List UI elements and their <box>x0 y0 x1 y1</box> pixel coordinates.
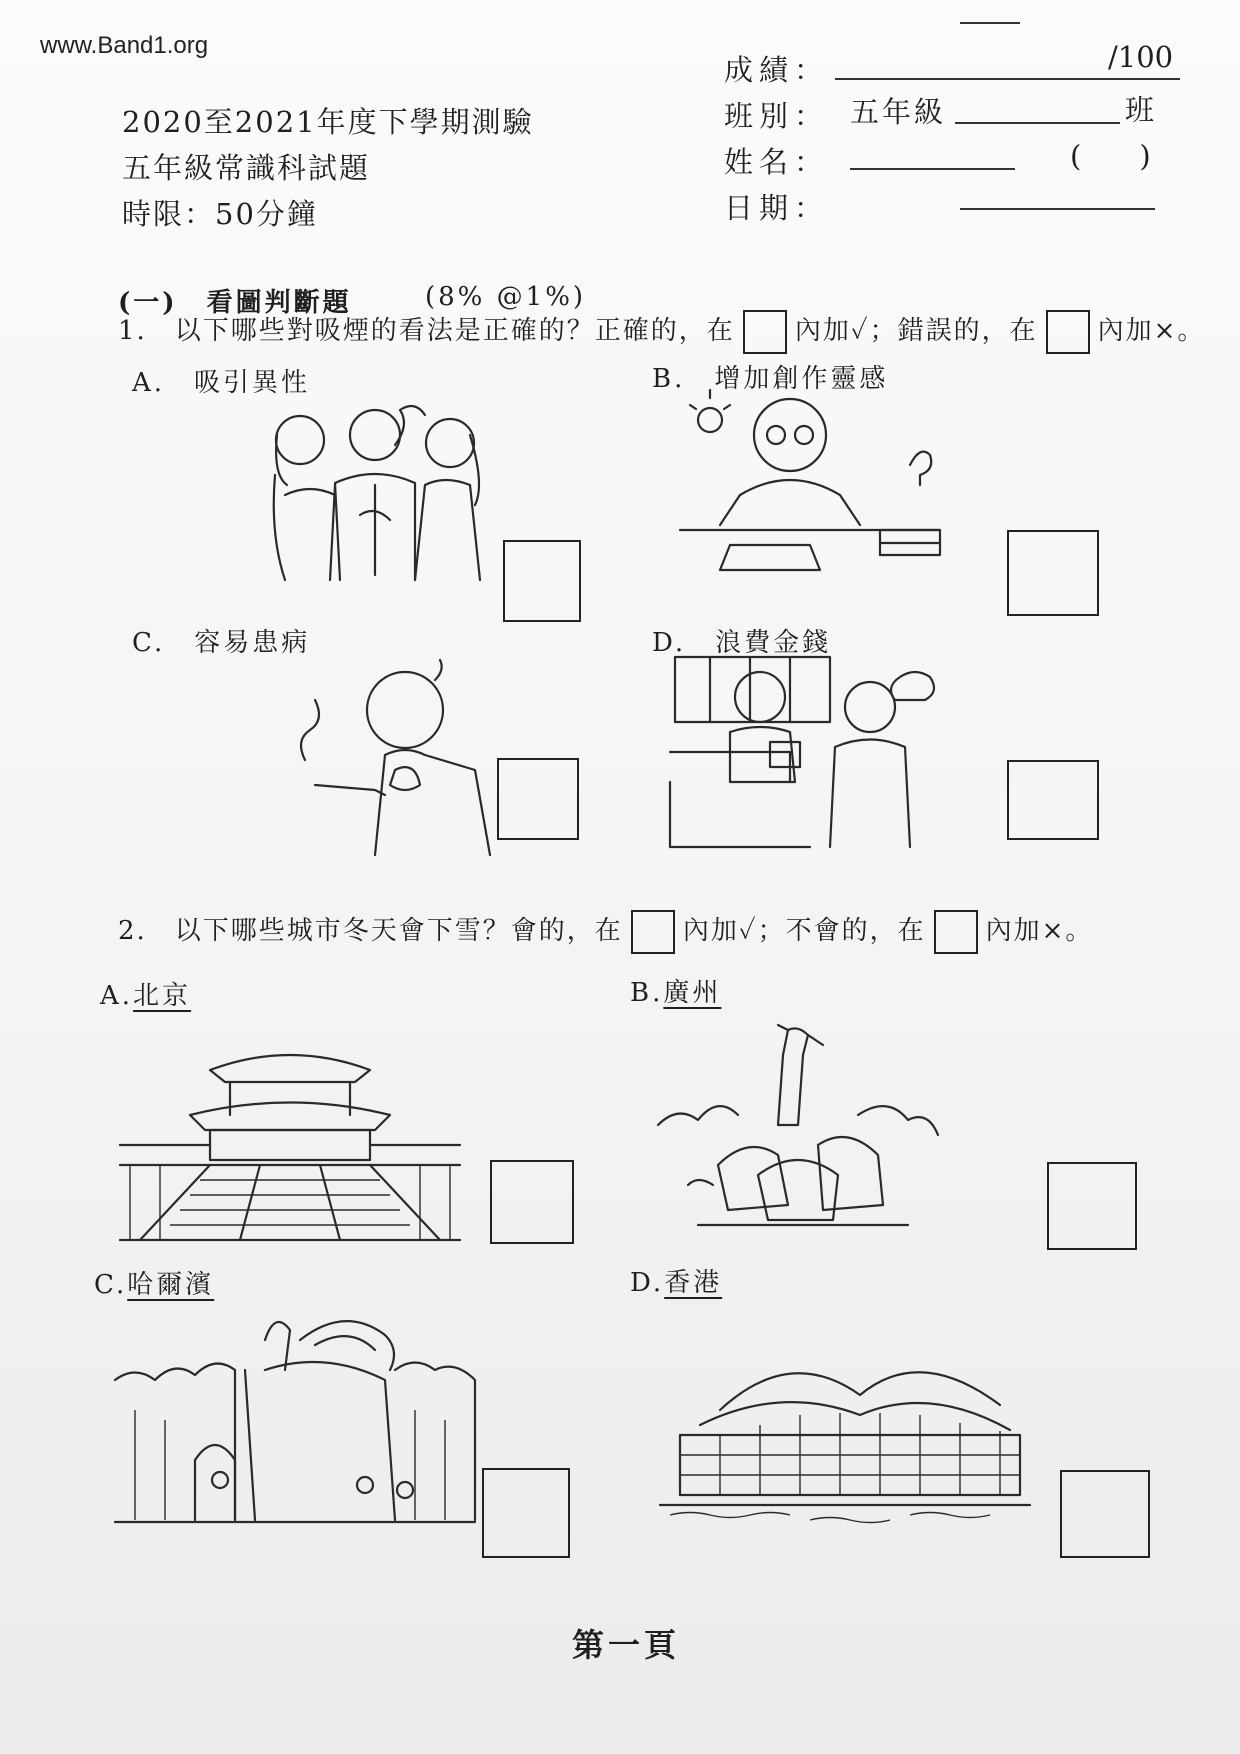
class-label: 班別： <box>724 99 830 133</box>
date-field[interactable] <box>960 208 1155 210</box>
score-field[interactable] <box>835 78 1180 80</box>
section-marks: (8% @1%) <box>425 282 587 312</box>
q2-option-d-label: D.香港 <box>630 1268 723 1298</box>
exam-time-limit: 時限：50分鐘 <box>122 197 318 231</box>
answer-box-q1-d[interactable] <box>1007 760 1099 840</box>
answer-box-q1-b[interactable] <box>1007 530 1099 616</box>
answer-box-q2-a[interactable] <box>490 1160 574 1244</box>
name-field[interactable] <box>850 168 1015 170</box>
name-label: 姓名： <box>724 145 830 179</box>
legend-box <box>631 910 675 954</box>
exam-title: 2020至2021年度下學期測驗 <box>122 105 534 139</box>
legend-box <box>743 310 787 354</box>
city-name: 廣州 <box>663 978 722 1008</box>
answer-box-q1-a[interactable] <box>503 540 581 622</box>
q1-option-d-label: D. 浪費金錢 <box>652 628 832 658</box>
q1-option-b-label: B. 增加創作靈感 <box>652 364 889 394</box>
q1-option-c-label: C. 容易患病 <box>132 628 311 658</box>
class-suffix: 班 <box>1125 93 1155 127</box>
class-field[interactable] <box>955 122 1120 124</box>
question-1-text: 1. 以下哪些對吸煙的看法是正確的？正確的，在 <box>118 316 735 346</box>
city-name: 香港 <box>664 1268 723 1298</box>
q2-option-a-label: A.北京 <box>100 981 192 1011</box>
forbidden-city-icon <box>120 1040 460 1240</box>
answer-box-q1-c[interactable] <box>497 758 579 840</box>
legend-box <box>934 910 978 954</box>
score-total: /100 <box>1108 40 1174 74</box>
smoking-attraction-illustration <box>265 405 510 580</box>
buying-cigarettes-illustration <box>670 652 940 847</box>
section-title: (一) 看圖判斷題 <box>118 288 352 318</box>
city-name: 北京 <box>133 981 192 1011</box>
smoking-inspiration-illustration <box>680 395 940 575</box>
convention-centre-icon <box>660 1335 1030 1535</box>
date-label: 日期： <box>724 191 830 225</box>
page-number: 第一頁 <box>572 1626 681 1664</box>
question-2-text: 2. 以下哪些城市冬天會下雪？會的，在 <box>118 916 623 946</box>
answer-box-q2-c[interactable] <box>482 1468 570 1558</box>
q2-option-c-label: C.哈爾濱 <box>94 1270 215 1300</box>
class-prefix: 五年級 <box>850 95 947 129</box>
question-2: 2. 以下哪些城市冬天會下雪？會的，在 內加✓；不會的，在 內加×。 <box>118 910 1093 954</box>
answer-box-q2-d[interactable] <box>1060 1470 1150 1558</box>
answer-box-q2-b[interactable] <box>1047 1162 1137 1250</box>
q1-option-a-label: A. 吸引異性 <box>132 368 311 398</box>
q2-option-b-label: B.廣州 <box>630 978 722 1008</box>
smoking-coughing-illustration <box>295 660 495 855</box>
question-1: 1. 以下哪些對吸煙的看法是正確的？正確的，在 內加✓；錯誤的，在 內加×。 <box>118 310 1205 354</box>
ice-sculpture-icon <box>115 1310 475 1525</box>
legend-box <box>1046 310 1090 354</box>
city-name: 哈爾濱 <box>127 1270 215 1300</box>
watermark: www.Band1.org <box>40 32 209 59</box>
exam-subject: 五年級常識科試題 <box>122 151 371 185</box>
class-number-field[interactable]: ( ) <box>1070 139 1151 173</box>
five-rams-statue-icon <box>658 1025 938 1235</box>
score-label: 成績： <box>724 53 830 87</box>
